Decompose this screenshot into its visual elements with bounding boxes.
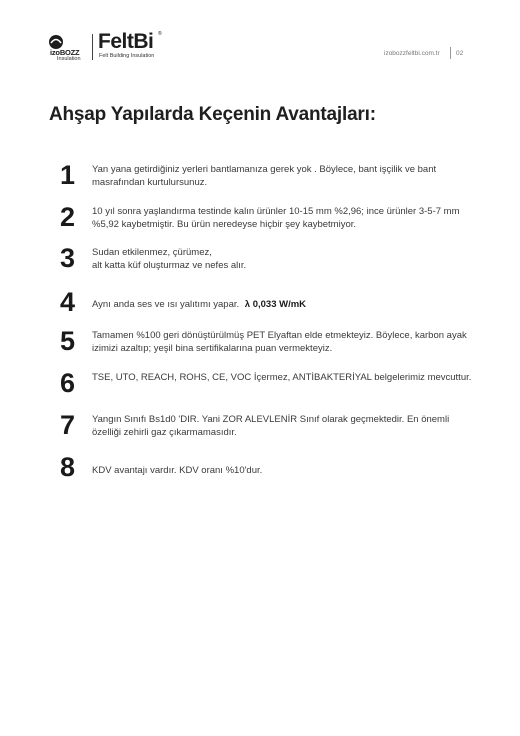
thermal-conductivity-value: λ 0,033 W/mK: [244, 299, 307, 310]
item-text: [92, 247, 480, 272]
item-text: 10 yıl sonra yaşlandırma testinde kalın ürünler 10-15 mm %2,96; ince ürünler 3-5-7 mm %5,92 kaybetmiştir. Bu ürün neredeyse hiçbir şey kaybetmiyor.: [92, 206, 460, 230]
feltbi-brand-sub: Felt Building Insulation: [99, 53, 155, 59]
item-number: 2: [60, 202, 76, 232]
item-number: 4: [60, 287, 76, 317]
item-number: 7: [60, 410, 76, 440]
item-text: KDV avantajı vardır. KDV oranı %10'dur.: [92, 465, 263, 476]
website-link[interactable]: izobozzfeltbi.com.tr: [384, 50, 440, 57]
izobozz-brand-sub: Insulation: [57, 56, 81, 62]
item-text: Yan yana getirdiğiniz yerleri bantlamanıza gerek yok . Böylece, bant işçilik ve bant masrafından kurtulursunuz.: [92, 164, 437, 188]
registered-mark: ®: [158, 31, 162, 37]
item-text: Yangın Sınıfı Bs1d0 'DIR. Yani ZOR ALEVLENİR Sınıf olarak geçmektedir. En önemli özelliği zehirli gaz çıkarmamasıdır.: [92, 414, 450, 438]
item-number: 8: [60, 452, 76, 482]
page-number: 02: [456, 50, 464, 57]
izobozz-logo: [48, 34, 92, 62]
item-number: 5: [60, 326, 76, 356]
item-text: [92, 299, 480, 312]
item-text: Tamamen %100 geri dönüştürülmüş PET Elyaftan elde etmekteyiz. Böylece, karbon ayak izimizi azaltıp; yeşil bina sertifikalarına puan vermekteyiz.: [92, 330, 467, 354]
header-separator: [450, 47, 451, 59]
logo-divider: [92, 34, 93, 60]
page-title: Ahşap Yapılarda Keçenin Avantajları:: [49, 104, 376, 125]
item-text-line: alt katta küf oluşturmaz ve nefes alır.: [92, 259, 247, 271]
feltbi-brand-name: FeltBi: [98, 30, 154, 53]
item-text-main: Aynı anda ses ve ısı yalıtımı yapar.: [92, 299, 240, 310]
item-number: 1: [60, 160, 76, 190]
item-number: 3: [60, 243, 76, 273]
izobozz-brand-name: izoBOZZ: [50, 48, 80, 57]
item-text: TSE, UTO, REACH, ROHS, CE, VOC İçermez, ANTİBAKTERİYAL belgelerimiz mevcuttur.: [92, 372, 472, 383]
item-text-line: Sudan etkilenmez, çürümez,: [92, 247, 212, 258]
item-number: 6: [60, 368, 76, 398]
